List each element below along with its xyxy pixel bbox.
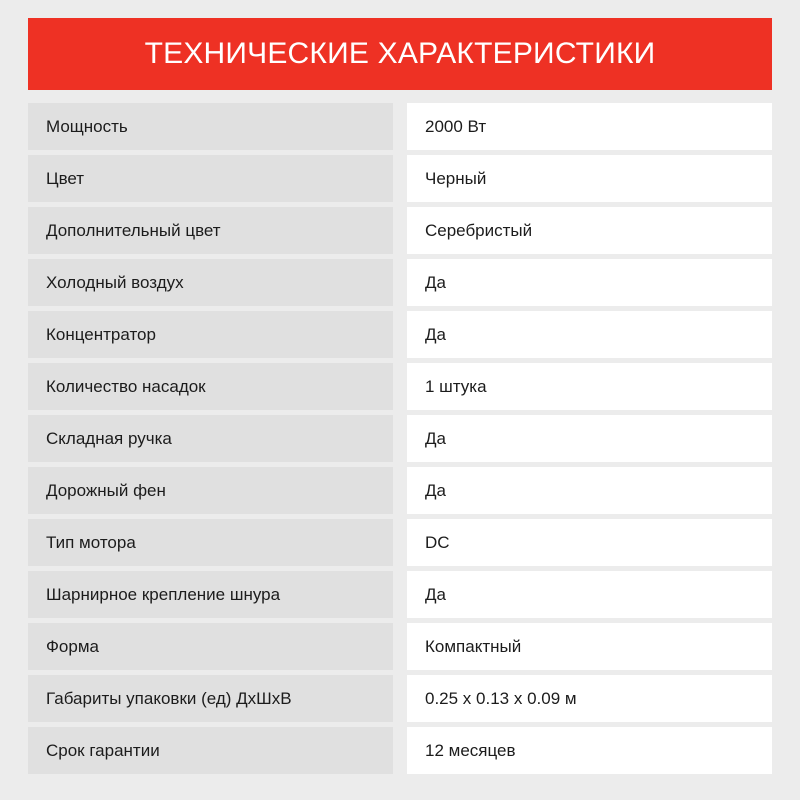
spec-value: Да — [407, 311, 772, 358]
spec-label: Холодный воздух — [28, 259, 393, 306]
spec-row — [28, 363, 772, 410]
spec-value: Да — [407, 415, 772, 462]
spec-label: Количество насадок — [28, 363, 393, 410]
spec-value: 12 месяцев — [407, 727, 772, 774]
spec-value: DC — [407, 519, 772, 566]
spec-row — [28, 259, 772, 306]
spec-label: Концентратор — [28, 311, 393, 358]
spec-label: Складная ручка — [28, 415, 393, 462]
spec-row — [28, 415, 772, 462]
spec-value: 0.25 x 0.13 x 0.09 м — [407, 675, 772, 722]
spec-value: Компактный — [407, 623, 772, 670]
spec-row — [28, 103, 772, 150]
spec-label: Тип мотора — [28, 519, 393, 566]
spec-value: Да — [407, 467, 772, 514]
spec-row — [28, 207, 772, 254]
spec-row — [28, 519, 772, 566]
spec-value: 2000 Вт — [407, 103, 772, 150]
spec-label: Форма — [28, 623, 393, 670]
spec-label: Дорожный фен — [28, 467, 393, 514]
spec-table — [28, 103, 772, 779]
spec-row — [28, 155, 772, 202]
spec-value: Да — [407, 259, 772, 306]
spec-value: Да — [407, 571, 772, 618]
spec-label: Шарнирное крепление шнура — [28, 571, 393, 618]
spec-value: Черный — [407, 155, 772, 202]
spec-row — [28, 623, 772, 670]
spec-value: 1 штука — [407, 363, 772, 410]
spec-row — [28, 675, 772, 722]
spec-label: Мощность — [28, 103, 393, 150]
header-banner — [28, 18, 772, 90]
spec-label: Срок гарантии — [28, 727, 393, 774]
spec-label: Цвет — [28, 155, 393, 202]
spec-row — [28, 311, 772, 358]
spec-row — [28, 467, 772, 514]
spec-row — [28, 571, 772, 618]
page-title: ТЕХНИЧЕСКИЕ ХАРАКТЕРИСТИКИ — [144, 37, 656, 70]
spec-row — [28, 727, 772, 774]
spec-label: Дополнительный цвет — [28, 207, 393, 254]
spec-value: Серебристый — [407, 207, 772, 254]
spec-label: Габариты упаковки (ед) ДхШхВ — [28, 675, 393, 722]
